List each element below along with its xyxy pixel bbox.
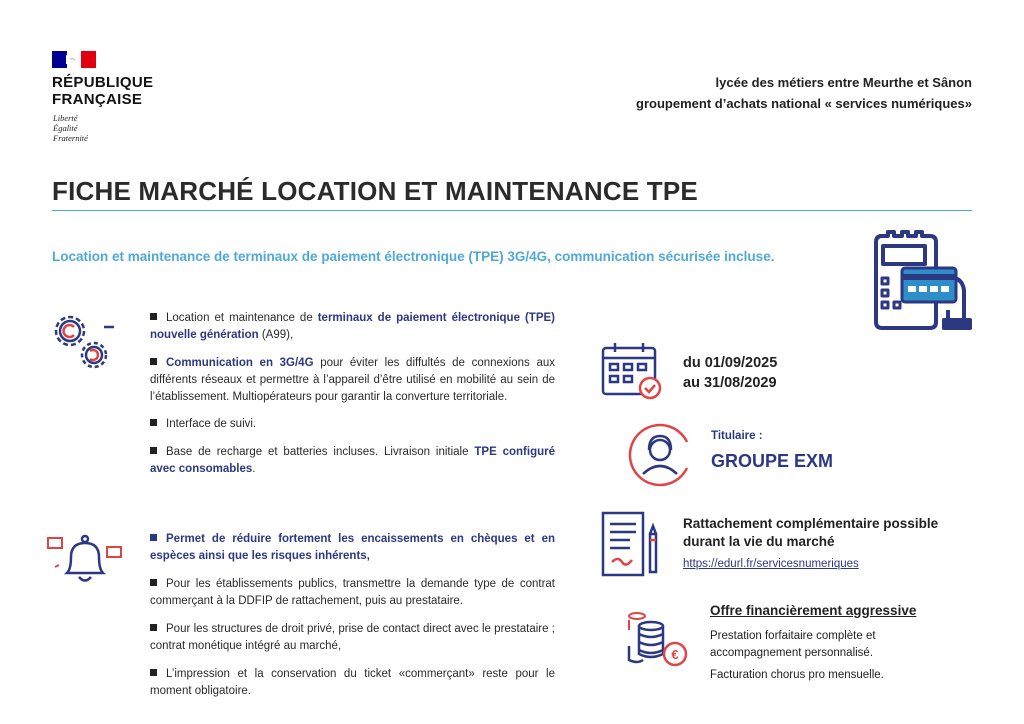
title-divider <box>52 210 972 211</box>
rattachement-text: Rattachement complémentaire possible durant la vie du marché <box>683 516 939 549</box>
page-subtitle: Location et maintenance de terminaux de paiement électronique (TPE) 3G/4G, communication sécurisée incluse. <box>52 249 775 264</box>
bullet-ticket: L’impression et la conservation du ticket «commerçant» reste pour le moment obligatoire. <box>150 668 555 697</box>
bullet-public-establishments: Pour les établissements publics, transmettre la demande type de contrat commerçant à la DDFIP de rattachement, puis au prestataire. <box>150 578 555 607</box>
contractor-person-icon <box>625 420 695 490</box>
offre-billing: Facturation chorus pro mensuelle. <box>710 669 884 681</box>
bullet-recharge: Base de recharge et batteries incluses. Livraison initiale TPE configuré avec consomables. <box>150 446 555 475</box>
page-title: FICHE MARCHÉ LOCATION ET MAINTENANCE TPE <box>52 176 698 206</box>
contract-document-icon <box>600 510 664 580</box>
contract-dates: du 01/09/2025 au 31/08/2029 <box>683 355 778 391</box>
alert-bell-icon <box>45 527 125 587</box>
bullet-interface: Interface de suivi. <box>150 416 555 433</box>
offre-title: Offre financièrement aggressive <box>710 603 917 618</box>
republique-francaise-wordmark: RÉPUBLIQUE FRANÇAISE <box>52 74 154 108</box>
marianne-logo-icon <box>52 51 96 68</box>
bullet-communication: Communication en 3G/4G pour éviter les diffultés de connexions aux différents réseaux et permettre à l’appareil d’être utilisé en mobilité au sein de l’établissement. Multiopérateurs pour garantir la converture territoriale. <box>150 357 555 403</box>
organization-header: lycée des métiers entre Meurthe et Sânon groupement d’achats national « services numériques» <box>636 75 972 111</box>
offre-description: Prestation forfaitaire complète et accompagnement personnalisé. <box>710 630 876 659</box>
euro-coins-icon <box>625 606 689 668</box>
bullet-tpe-rental: Location et maintenance de terminaux de paiement électronique (TPE) nouvelle génération (A99), <box>150 312 555 341</box>
services-link[interactable]: https://edurl.fr/servicesnumeriques <box>683 558 859 570</box>
payment-terminal-icon <box>866 228 976 334</box>
titulaire-name: GROUPE EXM <box>711 451 834 471</box>
gears-icon <box>48 309 118 375</box>
svg-text:€: € <box>671 647 679 662</box>
republic-motto: Liberté Égalité Fraternité <box>53 113 88 143</box>
titulaire-label: Titulaire : <box>711 430 763 442</box>
bullet-private-structures: Pour les structures de droit privé, prise de contact direct avec le prestataire ; contrat monétique intégré au marché, <box>150 623 555 652</box>
calendar-icon <box>600 340 664 402</box>
bullet-reduce-cash: Permet de réduire fortement les encaissements en chèques et en espèces ainsi que les risques inhérents, <box>150 533 555 562</box>
